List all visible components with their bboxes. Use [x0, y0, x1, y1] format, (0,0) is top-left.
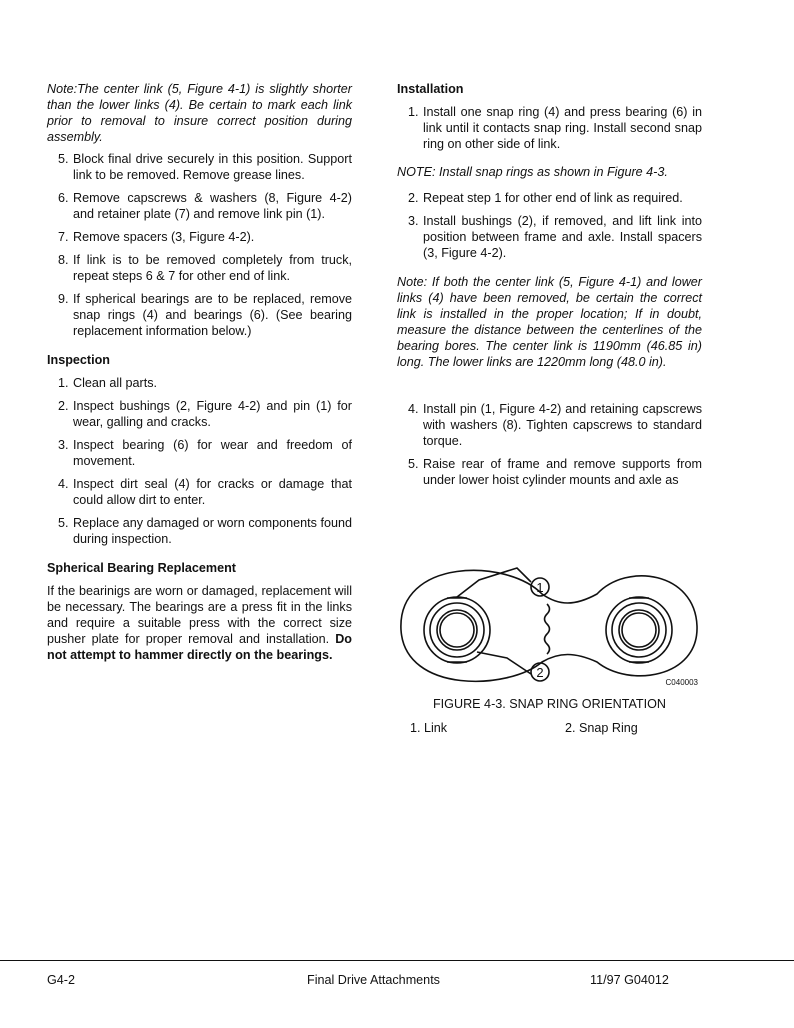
left-column — [47, 81, 352, 663]
right-column — [397, 81, 702, 499]
installation-step-1 — [397, 104, 702, 152]
list-item — [47, 151, 352, 183]
step-text: Block final drive securely in this position. Support link to be removed. Remove grease lines. — [73, 152, 352, 182]
step-number: 3. — [58, 438, 69, 452]
step-number: 5. — [408, 457, 419, 471]
bearing-warning: Do not attempt to hammer directly on the bearings. — [47, 632, 352, 662]
step-text: Remove spacers (3, Figure 4-2). — [73, 230, 255, 244]
list-item — [397, 401, 702, 449]
list-item — [397, 456, 702, 499]
note-link-lengths: Note: If both the center link (5, Figure 4-1) and lower links (4) have been removed, be certain the correct link is installed in the proper location; If in doubt, measure the distance between the centerlines of the bearing bores. The center link is 1190mm (46.85 in) long. The lower links are 1220mm long (48.0 in). — [397, 275, 702, 369]
step-text: Install bushings (2), if removed, and lift link into position between frame and axle. Install spacers (3, Figure 4-2). — [423, 214, 702, 260]
installation-heading: Installation — [397, 82, 464, 96]
list-item — [47, 515, 352, 547]
step-text: Inspect bushings (2, Figure 4-2) and pin (1) for wear, galling and cracks. — [73, 399, 352, 429]
step-text: Inspect bearing (6) for wear and freedom of movement. — [73, 438, 352, 468]
step-number: 9. — [58, 292, 69, 306]
list-item — [47, 437, 352, 469]
step-number: 2. — [408, 191, 419, 205]
step-number: 4. — [58, 477, 69, 491]
callout-2-label: 2 — [536, 665, 544, 680]
step-number: 4. — [408, 402, 419, 416]
snap-ring-figure — [397, 566, 702, 686]
step-number: 1. — [58, 376, 69, 390]
step-text: If spherical bearings are to be replaced, remove snap rings (4) and bearings (6). (See bearing replacement information below.) — [73, 292, 352, 338]
list-item — [47, 291, 352, 339]
list-item — [47, 398, 352, 430]
list-item — [47, 476, 352, 508]
inspection-steps — [47, 375, 352, 547]
leader-line-2 — [477, 652, 531, 674]
step-text: Remove capscrews & washers (8, Figure 4-2) and retainer plate (7) and remove link pin (1). — [73, 191, 352, 221]
step-number: 6. — [58, 191, 69, 205]
list-item — [397, 213, 702, 261]
step-text: Install one snap ring (4) and press bearing (6) in link until it contacts snap ring. Install second snap ring on other side of link. — [423, 105, 702, 151]
bearing-replacement-heading: Spherical Bearing Replacement — [47, 561, 236, 575]
step-text: Repeat step 1 for other end of link as required. — [423, 191, 683, 205]
note-center-link: Note:The center link (5, Figure 4-1) is slightly shorter than the lower links (4). Be certain to mark each link prior to removal to insure correct position during assembly. — [47, 82, 352, 144]
footer-divider — [0, 960, 794, 961]
list-item — [397, 104, 702, 152]
footer-section-title: Final Drive Attachments — [307, 973, 440, 987]
step-text: Install pin (1, Figure 4-2) and retaining capscrews with washers (8). Tighten capscrews to standard torque. — [423, 402, 702, 448]
step-text: Raise rear of frame and remove supports from under lower hoist cylinder mounts and axle as — [423, 457, 702, 487]
note-snap-rings: NOTE: Install snap rings as shown in Figure 4-3. — [397, 165, 668, 179]
figure-code: C040003 — [665, 678, 698, 686]
figure-legend-link: 1. Link — [410, 721, 448, 735]
installation-steps-b — [397, 401, 702, 499]
list-item — [397, 190, 702, 206]
list-item — [47, 190, 352, 222]
right-bearing — [606, 597, 672, 663]
bearing-text: If the bearinigs are worn or damaged, replacement will be necessary. The bearings are a press fit in the links and require a suitable press with the correct size pusher plate for proper removal and installation. — [47, 584, 352, 646]
step-number: 2. — [58, 399, 69, 413]
bearing-replacement-text — [47, 583, 352, 663]
step-text: If link is to be removed completely from truck, repeat steps 6 & 7 for other end of link. — [73, 253, 352, 283]
figure-caption: FIGURE 4-3. SNAP RING ORIENTATION — [432, 697, 666, 711]
step-number: 5. — [58, 516, 69, 530]
callout-1-label: 1 — [536, 580, 544, 595]
step-number: 8. — [58, 253, 69, 267]
step-text: Clean all parts. — [73, 376, 157, 390]
footer-page-number: G4-2 — [47, 973, 75, 987]
step-number: 1. — [408, 105, 419, 119]
step-text: Replace any damaged or worn components found during inspection. — [73, 516, 352, 546]
footer-doc-code: 11/97 G04012 — [590, 973, 669, 987]
step-number: 3. — [408, 214, 419, 228]
list-item — [47, 229, 352, 245]
figure-legend-snap-ring: 2. Snap Ring — [565, 721, 638, 735]
list-item — [47, 252, 352, 284]
inspection-heading: Inspection — [47, 353, 110, 367]
step-number: 7. — [58, 230, 69, 244]
removal-steps — [47, 151, 352, 339]
installation-steps-a — [397, 190, 702, 261]
list-item — [47, 375, 352, 391]
break-line — [545, 604, 550, 654]
step-text: Inspect dirt seal (4) for cracks or damage that could allow dirt to enter. — [73, 477, 352, 507]
step-number: 5. — [58, 152, 69, 166]
